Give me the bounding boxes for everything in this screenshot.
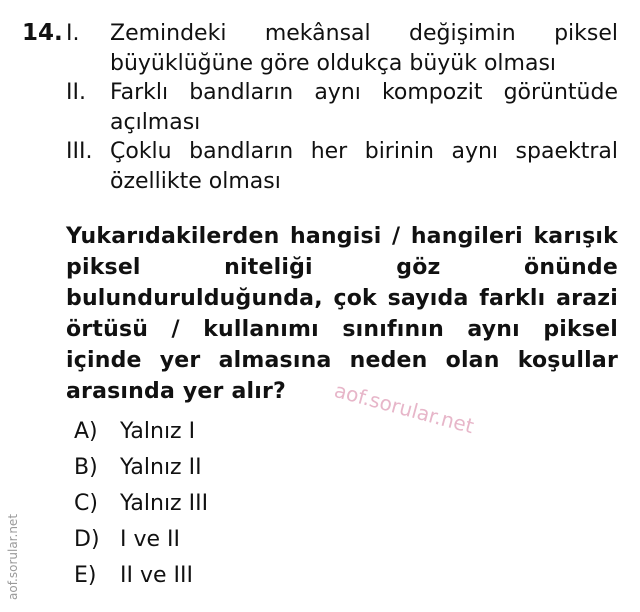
option-a-text: Yalnız I	[120, 419, 196, 444]
option-e-text: II ve III	[120, 563, 193, 588]
question-number: 14.	[22, 20, 63, 46]
statement-2-text: Farklı bandların aynı kompozit görüntüde açılması	[110, 80, 618, 135]
statement-2-numeral: II.	[66, 80, 86, 105]
question-stem: Yukarıdakilerden hangisi / hangileri karışık piksel niteliği göz önünde bulundurulduğunda, çok sayıda farklı arazi örtüsü / kullanımı sınıfının aynı piksel içinde yer almasına neden olan koşullar arasında yer alır?	[66, 224, 618, 404]
watermark: aof.sorular.net	[331, 378, 477, 439]
option-d-text: I ve II	[120, 527, 181, 552]
option-d-letter: D)	[74, 527, 100, 552]
statement-3-numeral: III.	[66, 139, 93, 164]
option-c-text: Yalnız III	[120, 491, 209, 516]
statement-3	[66, 137, 618, 197]
statement-2	[66, 78, 618, 138]
option-a-letter: A)	[74, 419, 98, 444]
side-watermark: aof.sorular.net	[6, 513, 20, 600]
statement-1-numeral: I.	[66, 21, 80, 46]
statement-3-text: Çoklu bandların her birinin aynı spaektral özellikte olması	[110, 139, 618, 194]
statement-1-text: Zemindeki mekânsal değişimin piksel büyüklüğüne göre oldukça büyük olması	[110, 21, 618, 76]
statement-1	[66, 19, 618, 79]
option-e-letter: E)	[74, 563, 97, 588]
option-b-text: Yalnız II	[120, 455, 202, 480]
option-c-letter: C)	[74, 491, 98, 516]
option-b-letter: B)	[74, 455, 98, 480]
